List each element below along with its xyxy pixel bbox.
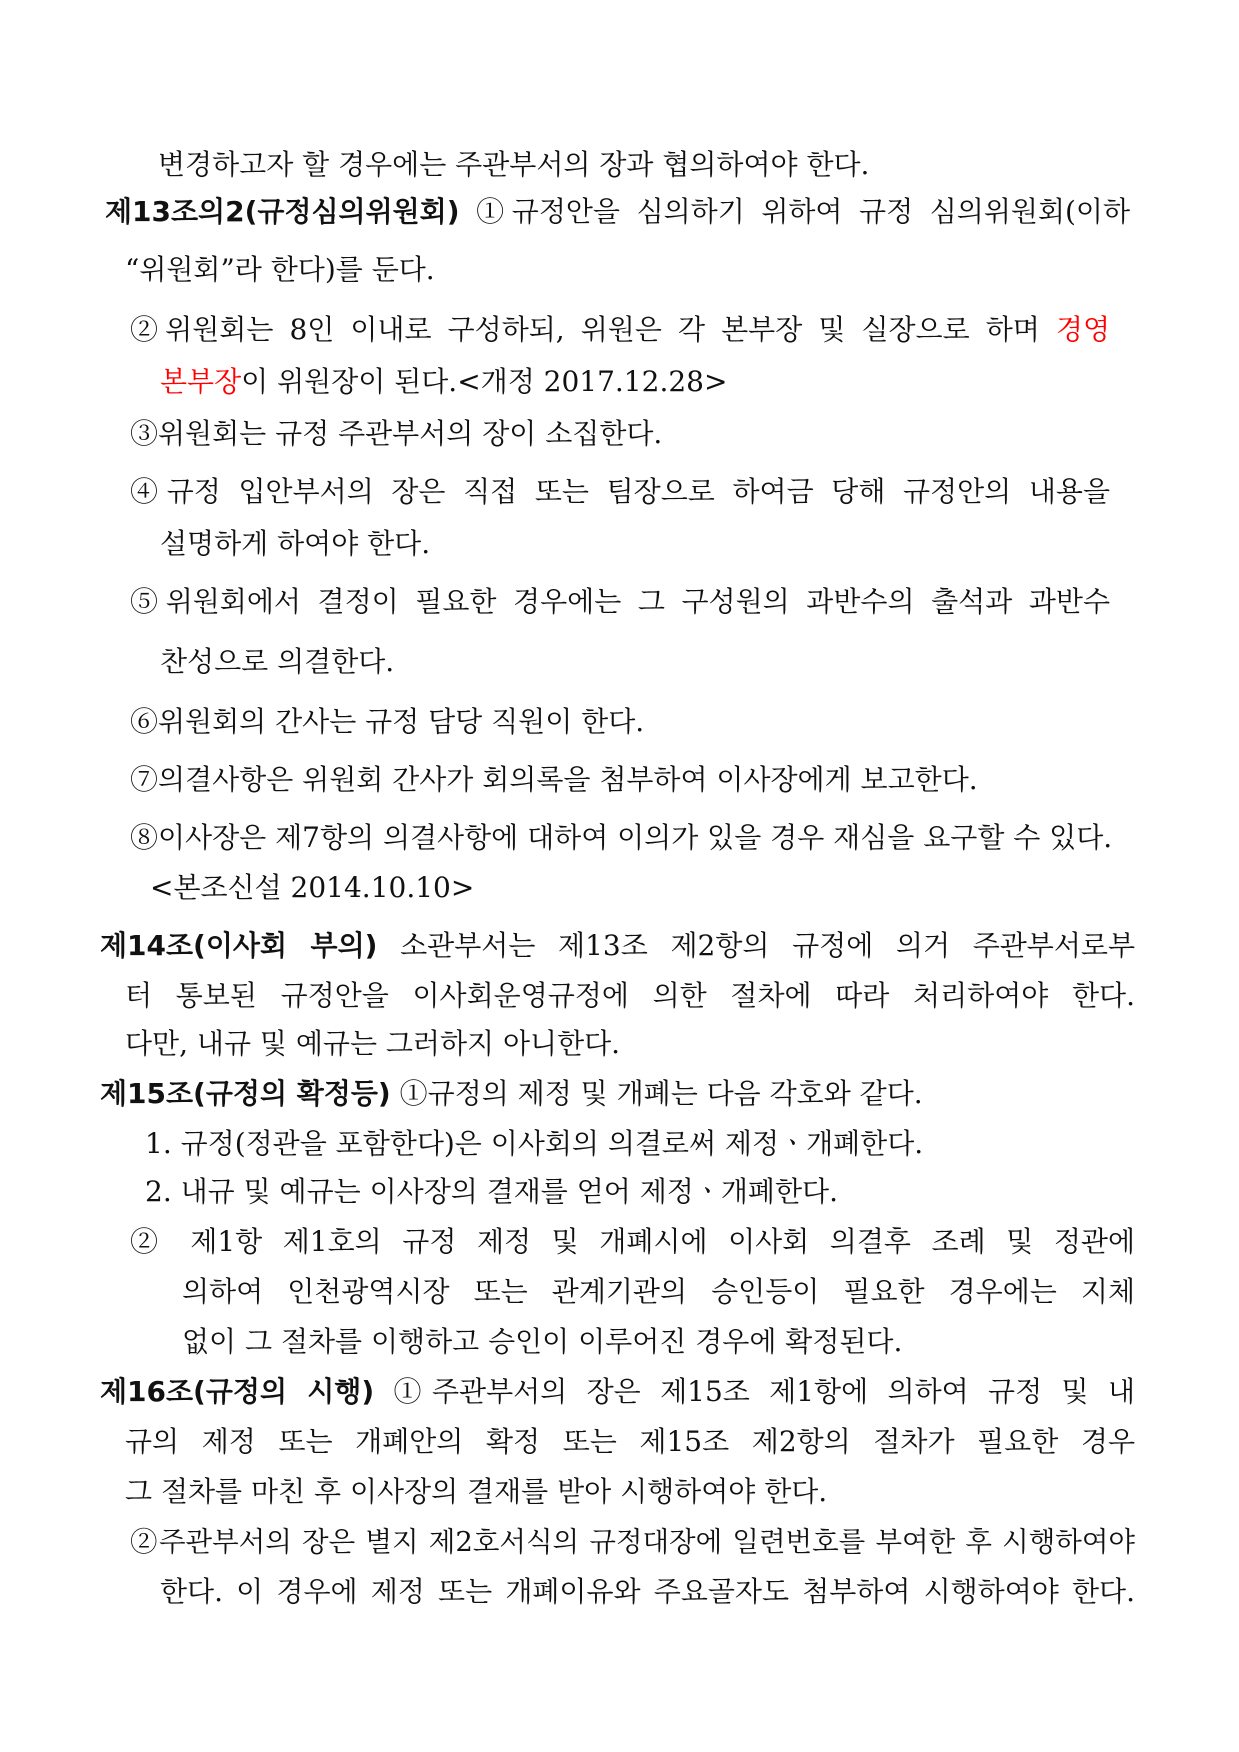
article-title: 제15조(규정의 확정등): [100, 1077, 391, 1110]
article-text: ①주관부서의 장은 제15조 제1항에 의하여 규정 및 내: [374, 1375, 1135, 1408]
text-line: 한다. 이 경우에 제정 또는 개폐이유와 주요골자도 첨부하여 시행하여야 한다.: [160, 1575, 1135, 1608]
list-item: 1. 규정(정관을 포함한다)은 이사회의 의결로써 제정ㆍ개폐한다.: [145, 1127, 924, 1160]
article-13-2-line-1: [105, 192, 1130, 232]
text-line: ⑤위원회에서 결정이 필요한 경우에는 그 구성원의 과반수의 출석과 과반수: [130, 585, 1110, 618]
article-text: 소관부서는 제13조 제2항의 규정에 의거 주관부서로부: [377, 929, 1135, 962]
text-line: “위원회”라 한다)를 둔다.: [125, 253, 435, 286]
text-line: 터 통보된 규정안을 이사회운영규정에 의한 절차에 따라 처리하여야 한다.: [125, 979, 1135, 1012]
amendment-note: <본조신설 2014.10.10>: [150, 871, 475, 904]
amended-text: 경영: [1055, 313, 1110, 346]
paragraph-2-line-1: [130, 310, 1110, 350]
article-text: ①규정안을 심의하기 위하여 규정 심의위원회(이하: [459, 195, 1130, 228]
article-16-line-1: [100, 1372, 1135, 1412]
text-line: 없이 그 절차를 이행하고 승인이 이루어진 경우에 확정된다.: [182, 1325, 903, 1358]
paragraph-2-line-2: [160, 362, 727, 402]
text-line: ⑥위원회의 간사는 규정 담당 직원이 한다.: [130, 705, 645, 738]
article-15-line-1: [100, 1074, 923, 1114]
text-line: 규의 제정 또는 개폐안의 확정 또는 제15조 제2항의 절차가 필요한 경우: [125, 1425, 1135, 1458]
text-line: 다만, 내규 및 예규는 그러하지 아니한다.: [125, 1027, 621, 1060]
text-line: ⑦의결사항은 위원회 간사가 회의록을 첨부하여 이사장에게 보고한다.: [130, 763, 978, 796]
amended-text: 본부장: [160, 365, 242, 398]
article-title: 제14조(이사회 부의): [100, 929, 378, 962]
text-line: 찬성으로 의결한다.: [160, 645, 395, 678]
article-title: 제13조의2(규정심의위원회): [105, 195, 460, 228]
text: 이 위원장이 된다.<개정 2017.12.28>: [241, 365, 728, 398]
text-line: ②주관부서의 장은 별지 제2호서식의 규정대장에 일련번호를 부여한 후 시행하여야: [130, 1526, 1135, 1558]
text-line: ② 제1항 제1호의 규정 제정 및 개폐시에 이사회 의결후 조례 및 정관에: [130, 1225, 1135, 1258]
text-line: 설명하게 하여야 한다.: [160, 527, 431, 560]
text-line: ⑧이사장은 제7항의 의결사항에 대하여 이의가 있을 경우 재심을 요구할 수 있다.: [130, 821, 1113, 854]
text: ②위원회는 8인 이내로 구성하되, 위원은 각 본부장 및 실장으로 하며: [130, 313, 1056, 346]
text-line: 의하여 인천광역시장 또는 관계기관의 승인등이 필요한 경우에는 지체: [182, 1275, 1135, 1308]
article-14-line-1: [100, 926, 1135, 966]
list-item: 2. 내규 및 예규는 이사장의 결재를 얻어 제정ㆍ개폐한다.: [145, 1175, 838, 1208]
text-line: ③위원회는 규정 주관부서의 장이 소집한다.: [130, 417, 663, 450]
article-title: 제16조(규정의 시행): [100, 1375, 375, 1408]
text-line: 그 절차를 마친 후 이사장의 결재를 받아 시행하여야 한다.: [125, 1475, 828, 1508]
article-text: ①규정의 제정 및 개폐는 다음 각호와 같다.: [390, 1077, 923, 1110]
text-line: 변경하고자 할 경우에는 주관부서의 장과 협의하여야 한다.: [158, 148, 870, 181]
text-line: ④규정 입안부서의 장은 직접 또는 팀장으로 하여금 당해 규정안의 내용을: [130, 475, 1110, 508]
